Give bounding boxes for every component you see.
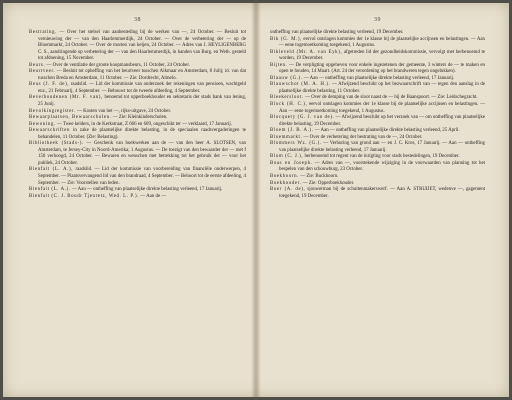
entry-text: ontheffing van plaatselijke direkte belasting verleend, 19 December. (270, 30, 404, 35)
entry-text: — Zie: Buckhoorn. (300, 174, 339, 180)
entry-heading: Bienfait (L. A.), (29, 167, 74, 173)
entry-text: — Besluit tot opheffing van het beurtveer tusschen Alkmaar en Amsterdam, 8 Julij; id. van dat tusschen Breda en Amsterdam, 11 October. — Zie: Dordrecht, Almelo. (38, 69, 246, 81)
entry-list-right (270, 30, 485, 200)
entry-heading: Boer (A. de), (270, 187, 306, 193)
entry-heading: Bikleveld (Mr. A. van Eyk), (270, 49, 343, 55)
right-page (256, 3, 509, 397)
entry-text: — Over de demping van de sloot naast de — bij de Baanspoort. — Zie: Leidschegracht. (304, 95, 478, 101)
entry-text: sjouwerman bij de schuitenmakerswerf. — Aan A. STRUIJET, wedenve —, gagement toegekend, 19 December. (279, 187, 486, 199)
entry-heading: Boekhoorn. (270, 174, 299, 180)
entry-text: — Geschenk van boekwerken aan de — van den heer A. SLOTSEN, van Amsterdam, te Jersey-City in Noord-Amerika; 1 Augustus. — De toezigt van den bewaarder der — met f 150 verhoogd, 24 October. — Bewaren en wenschen met betrekking tot het gebruik der — voor het publiek, 24 October. (38, 141, 246, 166)
index-entry (270, 50, 485, 63)
entry-text: benoemd tot opperboekhouder en sekretaris der stads bank van lening, 25 Junij. (38, 95, 246, 108)
entry-heading: Bevolkingregister. (29, 108, 76, 114)
entry-text: — Zie: Opperboekhouder. (302, 180, 355, 186)
entry-text: — Aan — ontheffing van plaatselijke direkte belasting verleend, 17 Januarij. (303, 75, 455, 81)
entry-text: — Verhuring van grond aan — en J. C. Kros, 17 Januarij. — Aan — ontheffing van plaatselijke direkte belasting verleend, 17 Januarij. (279, 141, 486, 153)
index-entry (29, 128, 246, 141)
index-entry (270, 37, 485, 50)
entry-heading: Blocquery (G. J. van de). (270, 115, 335, 121)
entry-list-left (29, 30, 246, 200)
entry-heading: Bloemmarkt. (270, 134, 303, 140)
entry-text: — Aan — ontheffing van plaatselijke direkte belasting verleend, 17 Januarij. (71, 187, 223, 193)
entry-heading: Bik (G. M.), (270, 36, 302, 42)
entry-heading: Block (H. C.), (270, 102, 308, 108)
entry-heading: Bloem (J. B. A.). (270, 128, 314, 134)
index-entry (29, 69, 246, 82)
entry-heading: Blaauw (G.). (270, 75, 303, 81)
index-entry (270, 115, 485, 128)
entry-heading: Bestrating. (29, 30, 57, 35)
entry-text: — Kosten van het —, rijks-uitgave, 24 October. (77, 108, 172, 114)
entry-text: — Twee kelders, in de Kerkstraat, Z 666 en 609, ongeschikt ter — verklaard, 17 Januarij. (56, 121, 233, 127)
entry-heading: Blommers Wz. (G.). (270, 141, 322, 147)
index-entry (29, 95, 246, 108)
entry-text: raadslid. — Lid der kommissie van voorbereiding van financiële onderwerpen, 4 September. — Plaatsvervangend lid van den brandraad, 4 September. — Behoort tot de eerste afdeeling, 4 September. — Zie: Voorstellen van leden. (38, 167, 246, 186)
book-spread (3, 3, 509, 397)
index-entry (29, 141, 246, 167)
left-page (3, 3, 256, 397)
index-entry (270, 63, 485, 76)
entry-text: — Over het stelsel van aanbesteding bij de werken van —, 24 October. — Besluit tot vernieuwing der — van den Haarlemmerdijk, 24 October. — Over de verbetering der — op de Bloemmarkt, 24 October. — Over de morten van keijen, 24 October. — Adres van J. HEYLIGENBERG C. S., aandringende op verbetering der — van den Haarlemmerdijk, in handen van Burg. en Weth. gesteld tot afdoening, 15 November. (38, 30, 246, 62)
entry-heading: Bleekersloot. (270, 95, 304, 101)
entry-heading: Boekhouder. (270, 180, 302, 186)
entry-text: — Over de verbetering der bestrating van de —, 24 October. (303, 134, 423, 140)
index-entry (29, 194, 246, 201)
entry-heading: Beus (J. F. de), (29, 82, 70, 88)
entry-text: — Zie: Kleinkinderscholen. (112, 115, 168, 121)
index-entry (270, 187, 485, 200)
entry-text: — Afwijzend beschikt op het bezwaarschrift van — tegen den aanslag in de plaatselijke direkte belasting, 11 October. (279, 82, 485, 94)
index-entry (29, 30, 246, 63)
entry-text: — Aan — ontheffing van plaatselijke direkte belasting verleend, 25 April. (314, 128, 460, 134)
entry-text: — Over de ventilatie der groote koopmansbeurs, 11 October, 24 October. (46, 62, 190, 68)
entry-text: raadslid. — Lid der kommissie van onderzoek der rekeningen van pensioen, wachtgeld enz., 21 Februarij, 4 September. — Bebouwt tot de tweede afdeeling, 4 September. (38, 82, 246, 94)
index-entry (29, 167, 246, 187)
entry-text: — Aan de — (140, 193, 167, 199)
entry-heading: Beverhoudenen (Mr. F. van), (29, 95, 103, 101)
entry-text: eervol ontslagen kommies der 1e klasse bij de plaatselijke accijnsen en belastingen. — Aan — eene togemoetkoming toegekend, 1 Augustus. (279, 102, 485, 114)
entry-text: — De verpligting opgeheven voor enkele ingezetenen der gemeente, 3 winters de — te maken en open te houden, 14 Maart. (Art. 24 der verordening op het brandweren tegen ongelukken). (279, 62, 485, 75)
entry-text: afgetreden lid der gezondheidskommissie, vervolgt met herbenoemd te worden, 19 December. (279, 49, 485, 62)
entry-heading: Bibliotheek (Stads-). (29, 141, 84, 147)
entry-heading: Beurs. (29, 62, 46, 68)
index-entry (270, 102, 485, 115)
entry-heading: Bewaarplaatsen, Bewaarscholen. (29, 115, 112, 121)
index-entry (29, 82, 246, 95)
entry-text: herbenoemd tot regent van de inrigting voor stads bestedelingen, 19 December. (304, 154, 460, 160)
index-entry (270, 82, 485, 95)
entry-heading: Bijten. (270, 62, 288, 68)
entry-heading: Bienfait (L. A.). (29, 187, 71, 193)
entry-text: eervol ontslagen kommies der 1e klasse bij de plaatselijke accijnsen en belastingen. — Aan — eene togemoetkoming toegekend, 1 Augustus. (279, 36, 485, 49)
entry-heading: Boas en Joseph. (270, 160, 313, 166)
entry-text: — Adres van —, voorstekende wijziging in de voorwaarden van planning tot het bespelen van den schouwburg, 23 October. (279, 160, 485, 173)
entry-heading: Bienfait (C. J. Boudr Tjenretz, Wed. L. P.). (29, 193, 140, 199)
entry-text: — Afwijzend beschikt op het verzoek van — om ontheffing van plaatselijke direkte belasting, 19 December. (279, 115, 485, 127)
entry-heading: Blom (C. J.), (270, 154, 304, 160)
entry-heading: Beurtveer. (29, 69, 56, 75)
index-entry (270, 141, 485, 154)
entry-heading: Bewoning. (29, 121, 56, 127)
entry-text: in zake de plaatselijke direkte belasting, in de speciaalen raadsvergaderingen te behandelen, 11 October. (Zie: Belasting). (38, 128, 246, 140)
entry-heading: Blauwschot (M. A. H.). (270, 82, 331, 88)
page-number-right: 39 (374, 17, 381, 23)
index-entry (270, 161, 485, 174)
entry-heading: Bewaarschriften (29, 128, 71, 134)
page-number-left: 38 (134, 17, 141, 23)
